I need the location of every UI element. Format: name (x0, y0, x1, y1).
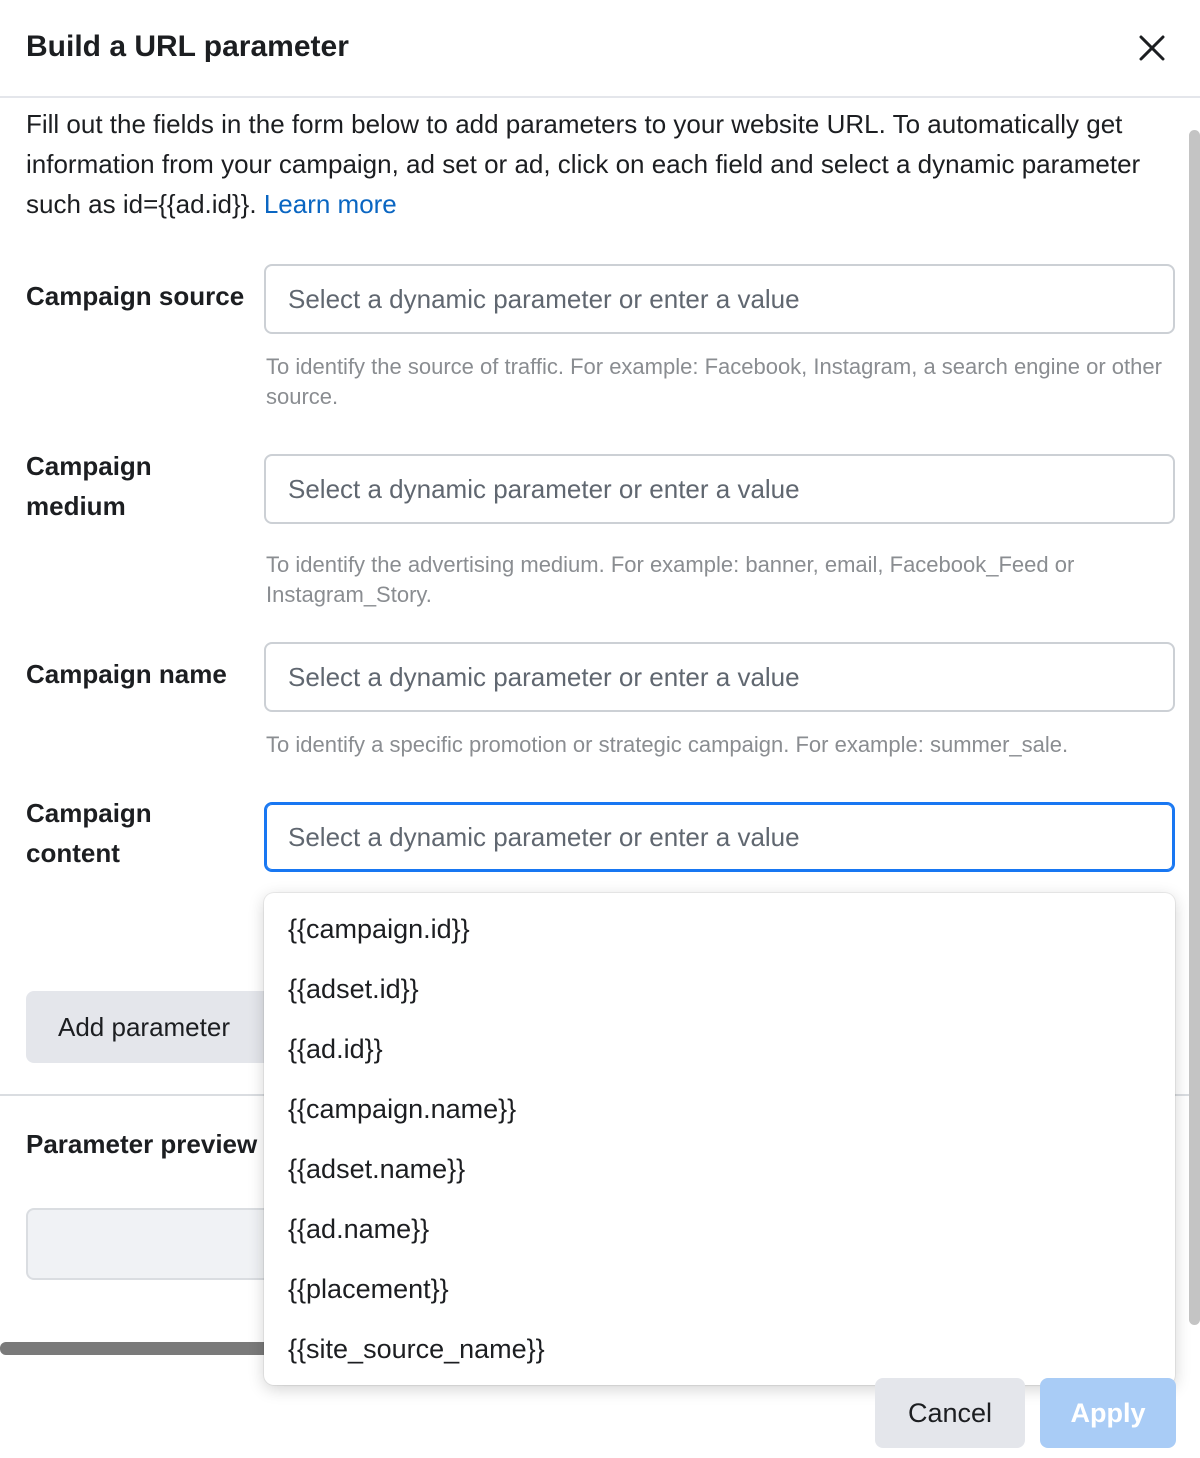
dropdown-option[interactable]: {{site_source_name}} (288, 1334, 545, 1364)
learn-more-link[interactable]: Learn more (263, 189, 397, 219)
campaign-name-label: Campaign name (26, 659, 227, 689)
dropdown-option[interactable]: {{campaign.name}} (288, 1094, 517, 1124)
add-parameter-button[interactable]: Add parameter (26, 991, 276, 1063)
campaign-medium-label (26, 446, 152, 526)
campaign-content-label-line1: Campaign (26, 798, 152, 828)
intro-body: Fill out the fields in the form below to add parameters to your website URL. To automatically get information from your campaign, ad set or ad, click on each field and select a dynamic parameter such as id={{ad.id}}. (26, 109, 1141, 219)
campaign-content-input[interactable] (264, 802, 1175, 872)
campaign-source-helper: To identify the source of traffic. For example: Facebook, Instagram, a search engine or other source. (266, 354, 1162, 409)
dropdown-option[interactable]: {{adset.name}} (288, 1154, 466, 1184)
parameter-preview-label: Parameter preview (26, 1129, 258, 1159)
campaign-content-label-line2: content (26, 838, 120, 868)
dialog-header (0, 0, 1200, 98)
cancel-button[interactable]: Cancel (875, 1378, 1025, 1448)
campaign-medium-label-line1: Campaign (26, 451, 152, 481)
horizontal-scrollbar[interactable] (0, 1342, 300, 1355)
campaign-content-label (26, 793, 152, 873)
apply-button[interactable]: Apply (1040, 1378, 1176, 1448)
intro-text (26, 104, 1176, 224)
dropdown-option[interactable]: {{ad.id}} (288, 1034, 383, 1064)
campaign-name-helper: To identify a specific promotion or strategic campaign. For example: summer_sale. (266, 732, 1069, 757)
dropdown-option[interactable]: {{campaign.id}} (288, 914, 470, 944)
campaign-medium-helper: To identify the advertising medium. For example: banner, email, Facebook_Feed or Instagram_Story. (266, 552, 1075, 607)
campaign-source-input[interactable] (264, 264, 1175, 334)
dropdown-option[interactable]: {{placement}} (288, 1274, 449, 1304)
campaign-source-label: Campaign source (26, 281, 245, 311)
dropdown-option[interactable]: {{adset.id}} (288, 974, 419, 1004)
close-button[interactable] (1132, 28, 1172, 68)
vertical-scrollbar[interactable] (1189, 130, 1200, 1325)
campaign-medium-label-line2: medium (26, 491, 126, 521)
close-icon (1132, 28, 1172, 68)
dialog-title: Build a URL parameter (26, 30, 349, 63)
campaign-medium-input[interactable] (264, 454, 1175, 524)
campaign-name-input[interactable] (264, 642, 1175, 712)
dynamic-parameter-dropdown (264, 893, 1175, 1385)
dropdown-option[interactable]: {{ad.name}} (288, 1214, 430, 1244)
